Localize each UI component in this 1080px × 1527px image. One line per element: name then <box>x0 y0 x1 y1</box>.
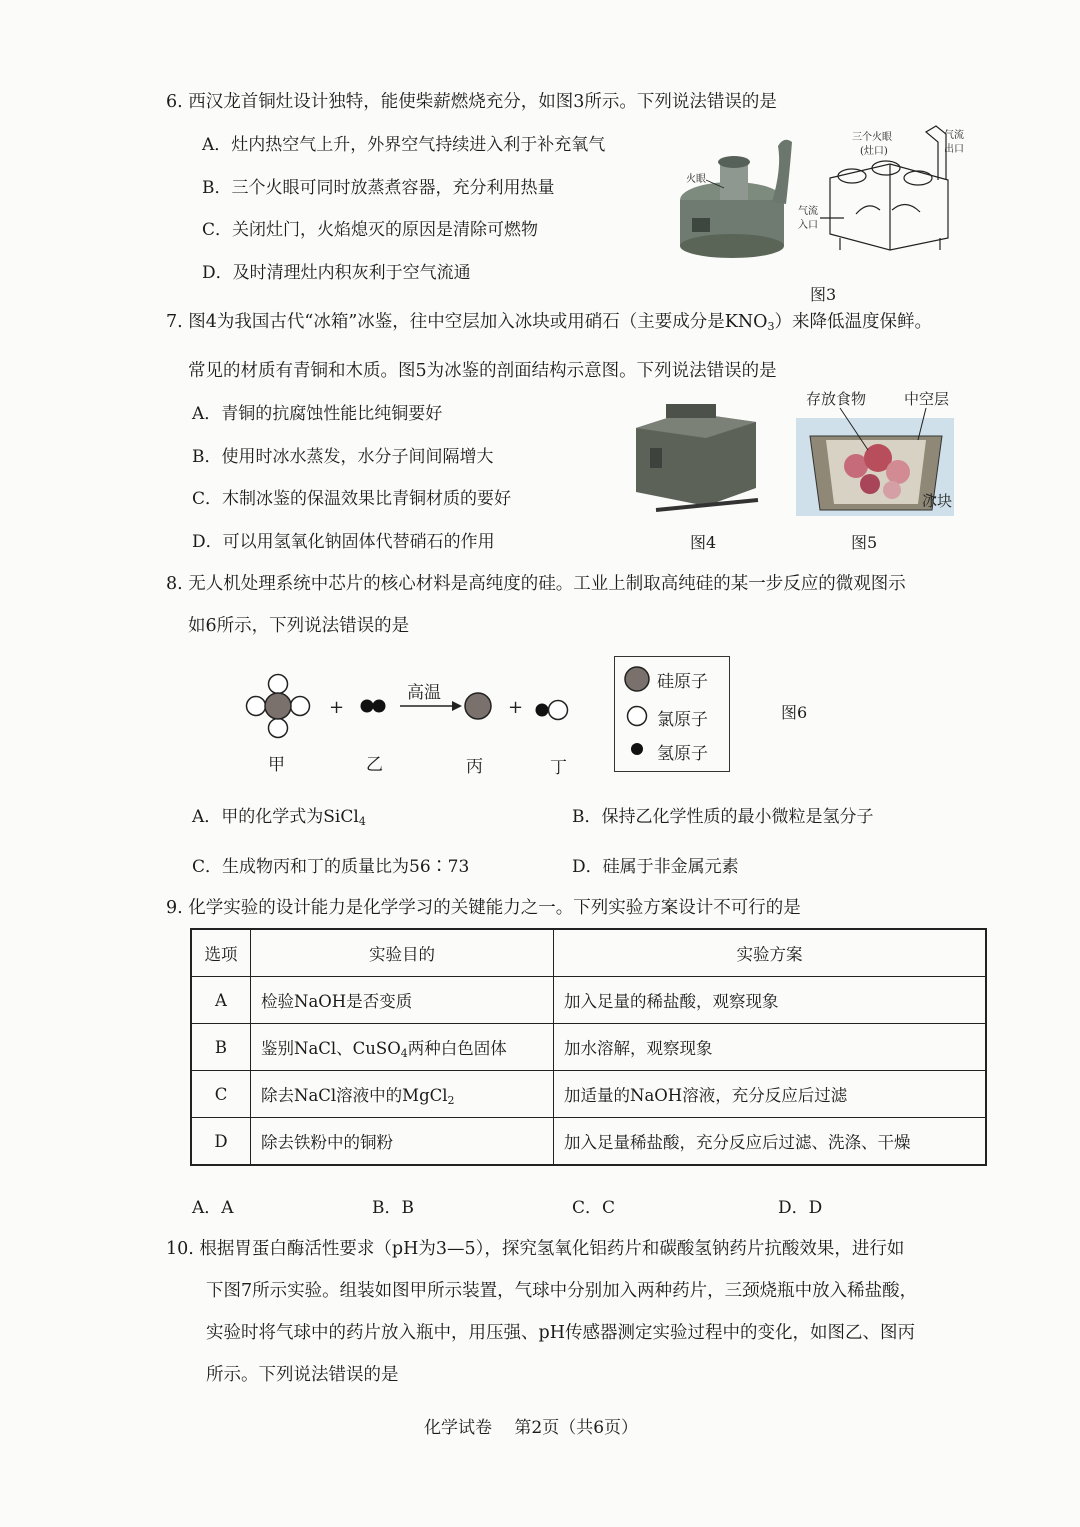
row-purpose <box>251 1024 554 1071</box>
header-plan: 实验方案 <box>554 929 987 977</box>
q6-option-b: B．三个火眼可同时放蒸煮容器，充分利用热量 <box>202 178 555 198</box>
q10-line4: 所示。下列说法错误的是 <box>206 1365 399 1385</box>
page-footer: 化学试卷 第2页（共6页） <box>424 1418 639 1438</box>
plus-2: + <box>508 697 524 718</box>
kno3-formula: KNO <box>724 312 768 332</box>
label-food: 存放食物 <box>806 390 867 408</box>
q8-stem-line1: 8. 无人机处理系统中芯片的核心材料是高纯度的硅。工业上制取高纯硅的某一步反应的微观图示 <box>166 574 906 594</box>
q8-option-a-text: A．甲的化学式为SiCl <box>192 807 359 827</box>
q8-option-b: B．保持乙化学性质的最小微粒是氢分子 <box>572 807 874 827</box>
cuso4-subscript: 4 <box>400 1046 408 1060</box>
row-key: C <box>191 1071 251 1118</box>
q7-option-b: B．使用时冰水蒸发，水分子间间隔增大 <box>192 447 494 467</box>
table-header-row <box>191 929 986 977</box>
molecule-bing <box>465 693 491 719</box>
label-qiliu-in: 气流 <box>798 206 818 217</box>
plus-1: + <box>329 697 345 718</box>
row-key: D <box>191 1118 251 1166</box>
label-hollow: 中空层 <box>904 390 950 408</box>
atom-legend <box>614 656 730 772</box>
legend-hydrogen-symbol <box>631 743 643 755</box>
row-purpose-text: 鉴别NaCl、CuSO <box>261 1038 401 1058</box>
q8-option-c: C．生成物丙和丁的质量比为56∶73 <box>192 857 470 877</box>
q9-stem: 9. 化学实验的设计能力是化学学习的关键能力之一。下列实验方案设计不可行的是 <box>166 898 801 918</box>
row-purpose: 检验NaOH是否变质 <box>251 977 554 1024</box>
table-row <box>191 1024 986 1071</box>
label-qiliu-out: 气流 <box>944 130 964 141</box>
table-row <box>191 977 986 1024</box>
header-option: 选项 <box>191 929 251 977</box>
figure-4-5-bingjian <box>626 388 966 528</box>
molecule-yi <box>361 700 386 713</box>
legend-chlorine-symbol <box>628 707 647 726</box>
row-plan: 加适量的NaOH溶液，充分反应后过滤 <box>554 1071 987 1118</box>
label-bing: 丙 <box>466 757 483 777</box>
label-zaokou: (灶口) <box>860 146 888 157</box>
legend-silicon-symbol <box>625 667 649 691</box>
row-plan: 加入足量的稀盐酸，观察现象 <box>554 977 987 1024</box>
q8-stem-line2: 如6所示，下列说法错误的是 <box>188 616 410 636</box>
q7-option-c: C．木制冰鉴的保温效果比青铜材质的要好 <box>192 489 512 509</box>
label-jia: 甲 <box>268 755 285 775</box>
table-row <box>191 1071 986 1118</box>
legend-silicon: 硅原子 <box>657 672 708 692</box>
q7-option-d: D．可以用氢氧化钠固体代替硝石的作用 <box>192 532 495 552</box>
molecule-ding <box>536 701 568 720</box>
label-yi: 乙 <box>366 755 383 775</box>
legend-chlorine: 氯原子 <box>657 710 708 730</box>
q9-choice-b: B．B <box>372 1198 414 1218</box>
q7-stem-line2: 常见的材质有青铜和木质。图5为冰鉴的剖面结构示意图。下列说法错误的是 <box>188 361 777 381</box>
row-purpose <box>251 1071 554 1118</box>
row-plan: 加水溶解，观察现象 <box>554 1024 987 1071</box>
q8-option-a <box>192 802 366 828</box>
q10-line2: 下图7所示实验。组装如图甲所示装置，气球中分别加入两种药片，三颈烧瓶中放入稀盐酸， <box>206 1281 918 1301</box>
row-key: B <box>191 1024 251 1071</box>
legend-symbols <box>621 663 653 763</box>
figure-6-caption: 图6 <box>781 703 808 722</box>
sicl4-subscript: 4 <box>358 815 366 828</box>
row-purpose-text-end: 两种白色固体 <box>407 1038 507 1058</box>
q6-option-c: C．关闭灶门，火焰熄灭的原因是清除可燃物 <box>202 220 539 240</box>
legend-hydrogen: 氢原子 <box>657 744 708 764</box>
row-purpose-text: 除去NaCl溶液中的MgCl <box>261 1085 448 1105</box>
kno3-subscript: 3 <box>767 320 775 333</box>
q10-line3: 实验时将气球中的药片放入瓶中，用压强、pH传感器测定实验过程中的变化，如图乙、图丙 <box>206 1323 915 1343</box>
stove-schematic <box>820 126 948 250</box>
condition-high-temp: 高温 <box>407 683 441 703</box>
label-chukou: 出口 <box>944 144 964 155</box>
header-purpose: 实验目的 <box>251 929 554 977</box>
label-ding: 丁 <box>550 758 567 778</box>
q7-option-a: A．青铜的抗腐蚀性能比纯铜要好 <box>192 404 443 424</box>
row-plan: 加入足量稀盐酸，充分反应后过滤、洗涤、干燥 <box>554 1118 987 1166</box>
q7-stem-text-end: ）来降低温度保鲜。 <box>774 312 933 332</box>
stove-photo <box>680 140 792 258</box>
q6-stem: 6. 西汉龙首铜灶设计独特，能使柴薪燃烧充分，如图3所示。下列说法错误的是 <box>166 92 777 112</box>
q7-stem-text: 7. 图4为我国古代“冰箱”冰鉴，往中空层加入冰块或用硝石（主要成分是 <box>166 312 725 332</box>
q10-line1: 10. 根据胃蛋白酶活性要求（pH为3—5），探究氢氧化铝药片和碳酸氢钠药片抗酸效果，进行如 <box>166 1239 905 1259</box>
q9-experiment-table <box>190 928 987 1166</box>
figure-3-caption: 图3 <box>810 285 837 304</box>
bingjian-photo <box>636 404 758 510</box>
q7-stem-line1 <box>166 308 932 333</box>
q9-choice-a: A．A <box>192 1198 234 1218</box>
q9-choice-d: D．D <box>778 1198 823 1218</box>
label-three-holes: 三个火眼 <box>852 132 892 143</box>
molecule-jia <box>247 675 310 738</box>
row-key: A <box>191 977 251 1024</box>
mgcl2-subscript: 2 <box>447 1093 455 1107</box>
label-rukou: 入口 <box>798 220 818 231</box>
table-row <box>191 1118 986 1166</box>
row-purpose: 除去铁粉中的铜粉 <box>251 1118 554 1166</box>
q6-option-a: A．灶内热空气上升，外界空气持续进入利于补充氧气 <box>202 135 606 155</box>
reaction-diagram <box>240 668 580 748</box>
figure-5-caption: 图5 <box>851 533 878 552</box>
q6-option-d: D．及时清理灶内积灰利于空气流通 <box>202 263 471 283</box>
label-huoyan: 火眼 <box>686 174 706 185</box>
q9-choice-c: C．C <box>572 1198 616 1218</box>
figure-3-stove <box>680 118 980 288</box>
label-ice: 冰块 <box>922 492 953 510</box>
q8-option-d: D．硅属于非金属元素 <box>572 857 739 877</box>
figure-4-caption: 图4 <box>690 533 717 552</box>
